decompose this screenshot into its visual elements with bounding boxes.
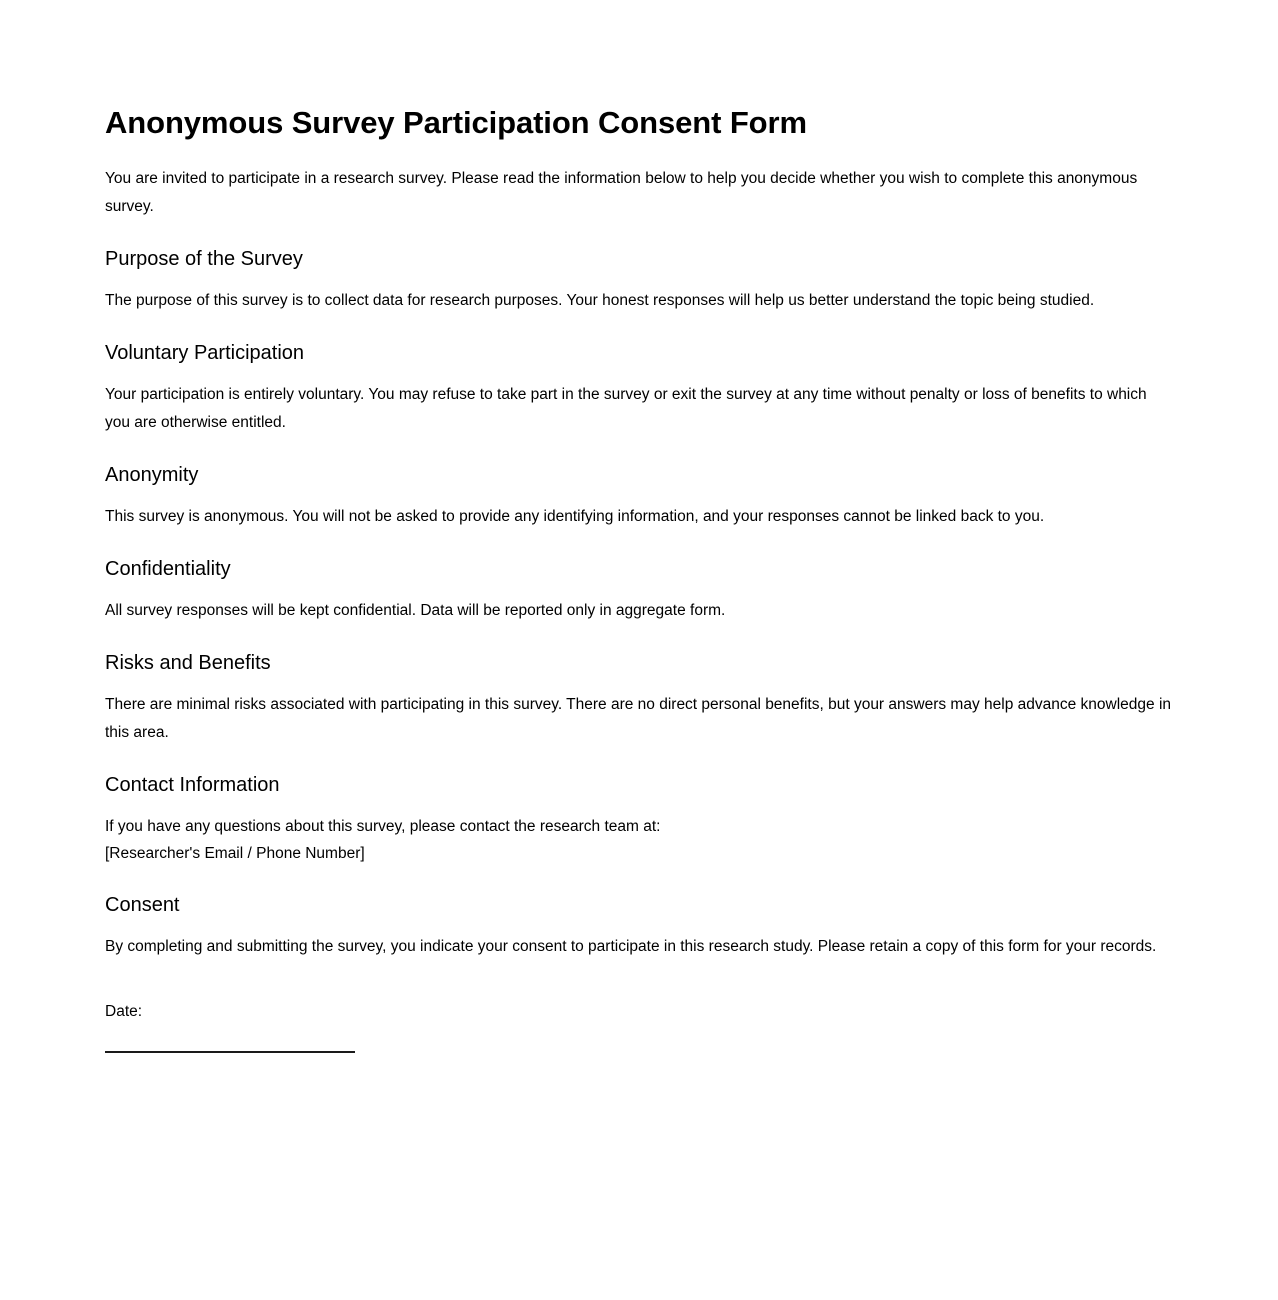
signature-area bbox=[105, 1001, 1175, 1053]
section-body-confidentiality: All survey responses will be kept confidential. Data will be reported only in aggregate form. bbox=[105, 601, 726, 619]
date-label: Date: bbox=[105, 1002, 143, 1020]
section-heading-anonymity: Anonymity bbox=[105, 463, 199, 486]
section-body-voluntary-participation: Your participation is entirely voluntary. You may refuse to take part in the survey or exit the survey at any time without penalty or loss of benefits to which you are otherwise entitled. bbox=[105, 385, 1147, 431]
section-heading-consent: Consent bbox=[105, 893, 180, 916]
section-heading-confidentiality: Confidentiality bbox=[105, 557, 231, 580]
consent-form bbox=[105, 105, 1175, 1203]
section-heading-contact-information: Contact Information bbox=[105, 773, 280, 796]
section-heading-voluntary-participation: Voluntary Participation bbox=[105, 341, 305, 364]
section-consent bbox=[105, 893, 1175, 961]
section-contact-information bbox=[105, 773, 1175, 867]
page-title: Anonymous Survey Participation Consent Form bbox=[105, 105, 807, 140]
section-anonymity bbox=[105, 463, 1175, 531]
section-body-consent: By completing and submitting the survey, you indicate your consent to participate in this research study. Please retain a copy of this form for your records. bbox=[105, 937, 1157, 955]
section-risks-and-benefits bbox=[105, 651, 1175, 747]
section-body-anonymity: This survey is anonymous. You will not be asked to provide any identifying information, and your responses cannot be linked back to you. bbox=[105, 507, 1045, 525]
section-heading-purpose-of-the-survey: Purpose of the Survey bbox=[105, 247, 303, 270]
section-purpose-of-the-survey bbox=[105, 247, 1175, 315]
bottom-spacer bbox=[105, 1053, 1175, 1203]
section-body-contact-information bbox=[105, 813, 1175, 867]
section-confidentiality bbox=[105, 557, 1175, 625]
section-voluntary-participation bbox=[105, 341, 1175, 437]
intro-paragraph: You are invited to participate in a research survey. Please read the information below to help you decide whether you wish to complete this anonymous survey. bbox=[105, 169, 1138, 215]
section-heading-risks-and-benefits: Risks and Benefits bbox=[105, 651, 271, 674]
section-body-purpose-of-the-survey: The purpose of this survey is to collect data for research purposes. Your honest responses will help us better understand the topic being studied. bbox=[105, 291, 1095, 309]
contact-placeholder-line: [Researcher's Email / Phone Number] bbox=[105, 844, 365, 862]
contact-instruction-line: If you have any questions about this survey, please contact the research team at: bbox=[105, 817, 661, 835]
section-body-risks-and-benefits: There are minimal risks associated with participating in this survey. There are no direct personal benefits, but your answers may help advance knowledge in this area. bbox=[105, 695, 1172, 741]
